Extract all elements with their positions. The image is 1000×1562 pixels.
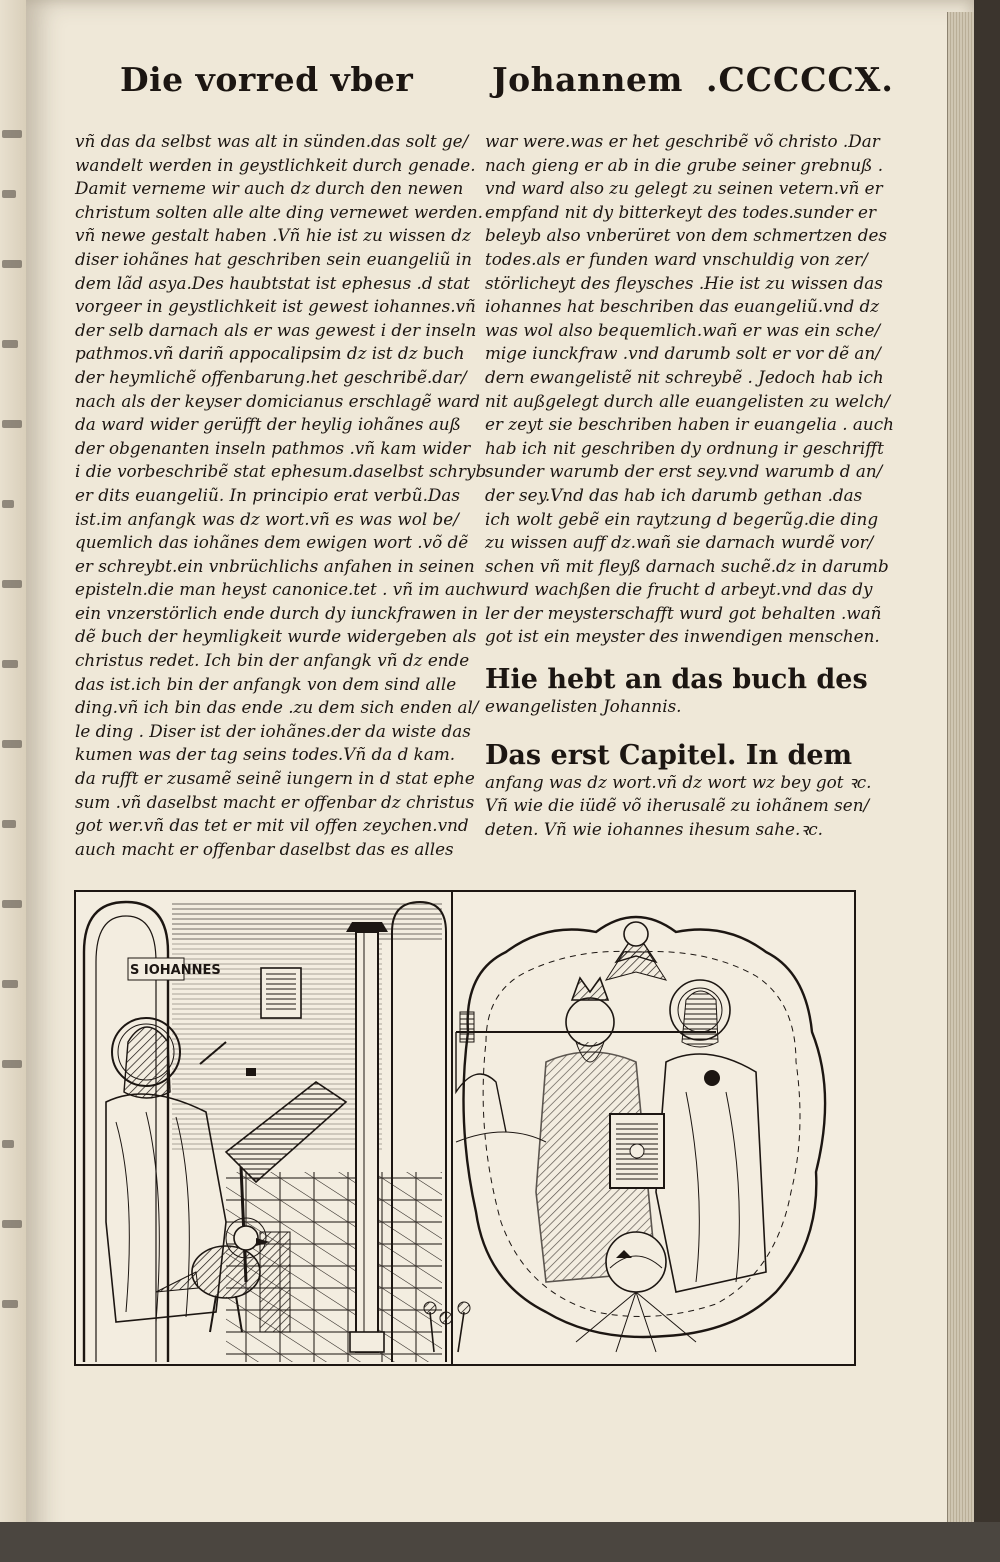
text-line: iohannes hat beschriben das euangeliũ.vnd dz [485,296,880,317]
text-line: todes.als er funden ward vnschuldig von zer/ [485,248,868,269]
text-line: Damit verneme wir auch dz durch den newen [75,178,464,199]
trinity-panel [424,917,825,1352]
text-line: dern ewangelistẽ nit schreybẽ . Jedoch hab ich [485,366,884,387]
text-line: sum .vñ daselbst macht er offenbar dz christus [75,791,475,812]
facing-page-edge [0,0,26,1562]
page-fore-edge [947,12,974,1522]
woodcut-label: S IOHANNES [130,963,221,978]
text-line: got ist ein meyster des inwendigen menschen. [485,626,880,647]
chapter-summary-line: anfang was dz wort.vñ dz wort wz bey got ꝛc. [485,771,872,792]
chapter-summary [485,771,872,842]
text-line: nach als der keyser domicianus erschlagẽ ward [75,390,480,411]
text-line: nach gieng er ab in die grube seiner grebnuß . [485,154,884,175]
chapter-summary-line: deten. Vñ wie iohannes ihesum sahe.ꝛc. [485,818,824,839]
text-line: quemlich das iohãnes dem ewigen wort .võ dẽ [75,532,469,553]
saint-john-panel [84,902,446,1362]
text-line: ist.im anfangk was dz wort.vñ es was wol be/ [75,508,459,529]
text-line: pathmos.vñ dariñ appocalipsim dz ist dz buch [75,343,465,364]
text-line: episteln.die man heyst canonice.tet . vñ im auch [75,579,487,600]
text-line: christus redet. Ich bin der anfangk vñ dz ende [75,650,470,671]
section-heading-book: Hie hebt an das buch des [485,664,868,696]
text-line: dem lãd asya.Des haubtstat ist ephesus .d stat [75,272,471,293]
text-line: vorgeer in geystlichkeit ist gewest iohannes.vñ [75,296,476,317]
text-line: ler der meysterschafft wurd got behalten .wañ [485,602,882,623]
text-line: er schreybt.ein vnbrüchlichs anfahen in seinen [75,555,475,576]
text-line: mige iunckfraw .vnd darumb solt er vor dẽ an/ [485,343,881,364]
text-line: was wol also bequemlich.wañ er was ein sche/ [485,319,881,340]
text-line: der selb darnach als er was gewest i der inseln [75,319,477,340]
text-line: er zeyt sie beschriben haben ir euangelia . auch [485,414,894,435]
text-line: da ward wider gerüfft der heylig iohãnes auß [75,414,461,435]
woodcut-drawing [76,892,854,1364]
text-line: vnd ward also zu gelegt zu seinen vetern.vñ er [485,178,883,199]
text-line: got wer.vñ das tet er mit vil offen zeychen.vnd [75,815,469,836]
text-line: wandelt werden in geystlichkeit durch genade. [75,154,476,175]
text-line: schen vñ mit fleyß darnach suchẽ.dz in darumb [485,555,889,576]
text-line: christum solten alle alte ding vernewet werden. [75,201,483,222]
text-line: störlicheyt des fleysches .Hie ist zu wissen das [485,272,883,293]
text-line: der sey.Vnd das hab ich darumb gethan .das [485,484,863,505]
text-line: da rufft er zusamẽ seinẽ iungern in d stat ephe [75,768,475,789]
text-line: beleyb also vnberüret von dem schmertzen des [485,225,888,246]
text-line: ding.vñ ich bin das ende .zu dem sich enden al/ [75,697,479,718]
text-line: le ding . Diser ist der iohãnes.der da wiste das [75,720,471,741]
text-line: vñ newe gestalt haben .Vñ hie ist zu wissen dz [75,225,471,246]
text-line: i die vorbeschribẽ stat ephesum.daselbst schryb [75,461,487,482]
scan-bottom-margin [0,1522,1000,1562]
text-line: er dits euangeliũ. In principio erat verbũ.Das [75,484,460,505]
text-line: vñ das da selbst was alt in sünden.das solt ge/ [75,131,469,151]
section-subline-book: ewangelisten Johannis. [485,696,682,717]
text-line: ein vnzerstörlich ende durch dy iunckfrawen in [75,602,479,623]
text-line: kumen was der tag seins todes.Vñ da d kam. [75,744,456,765]
text-line: diser iohãnes hat geschriben sein euangeliũ in [75,248,472,269]
text-line: das ist.ich bin der anfangk von dem sind alle [75,673,457,694]
chapter-summary-line: Vñ wie die iüdẽ võ iherusalẽ zu iohãnem sen/ [485,795,870,816]
woodcut-illustration [74,890,856,1366]
folio-number: .CCCCCX. [706,60,894,99]
text-line: sunder warumb der erst sey.vnd warumb d an/ [485,461,883,482]
text-line: empfand nit dy bitterkeyt des todes.sunder er [485,201,876,222]
text-column-left [75,130,487,861]
text-line: nit außgelegt durch alle euangelisten zu welch/ [485,390,891,411]
text-line: war were.was er het geschribẽ võ christo .Dar [485,131,880,151]
text-line: wurd wachßen die frucht d arbeyt.vnd das dy [485,579,873,600]
chapter-heading: Das erst Capitel. In dem [485,739,853,771]
text-line: der heymlichẽ offenbarung.het geschribẽ.dar/ [75,366,467,387]
right-column-lines [485,130,894,649]
text-line: hab ich nit geschriben dy ordnung ir geschrifft [485,437,884,458]
christ-figure [656,980,766,1292]
text-line: auch macht er offenbar daselbst das es alles [75,838,454,859]
text-line: ich wolt gebẽ ein raytzung d begerũg.die ding [485,508,879,529]
text-line: zu wissen auff dz.wañ sie darnach wurdẽ vor/ [485,532,874,553]
running-head-left: Die vorred vber [120,60,414,99]
text-column-right [485,130,894,841]
running-head-right: Johannem [492,60,683,99]
text-line: dẽ buch der heymligkeit wurde widergeben als [75,626,477,647]
text-line: der obgenanten inseln pathmos .vñ kam wider [75,437,471,458]
